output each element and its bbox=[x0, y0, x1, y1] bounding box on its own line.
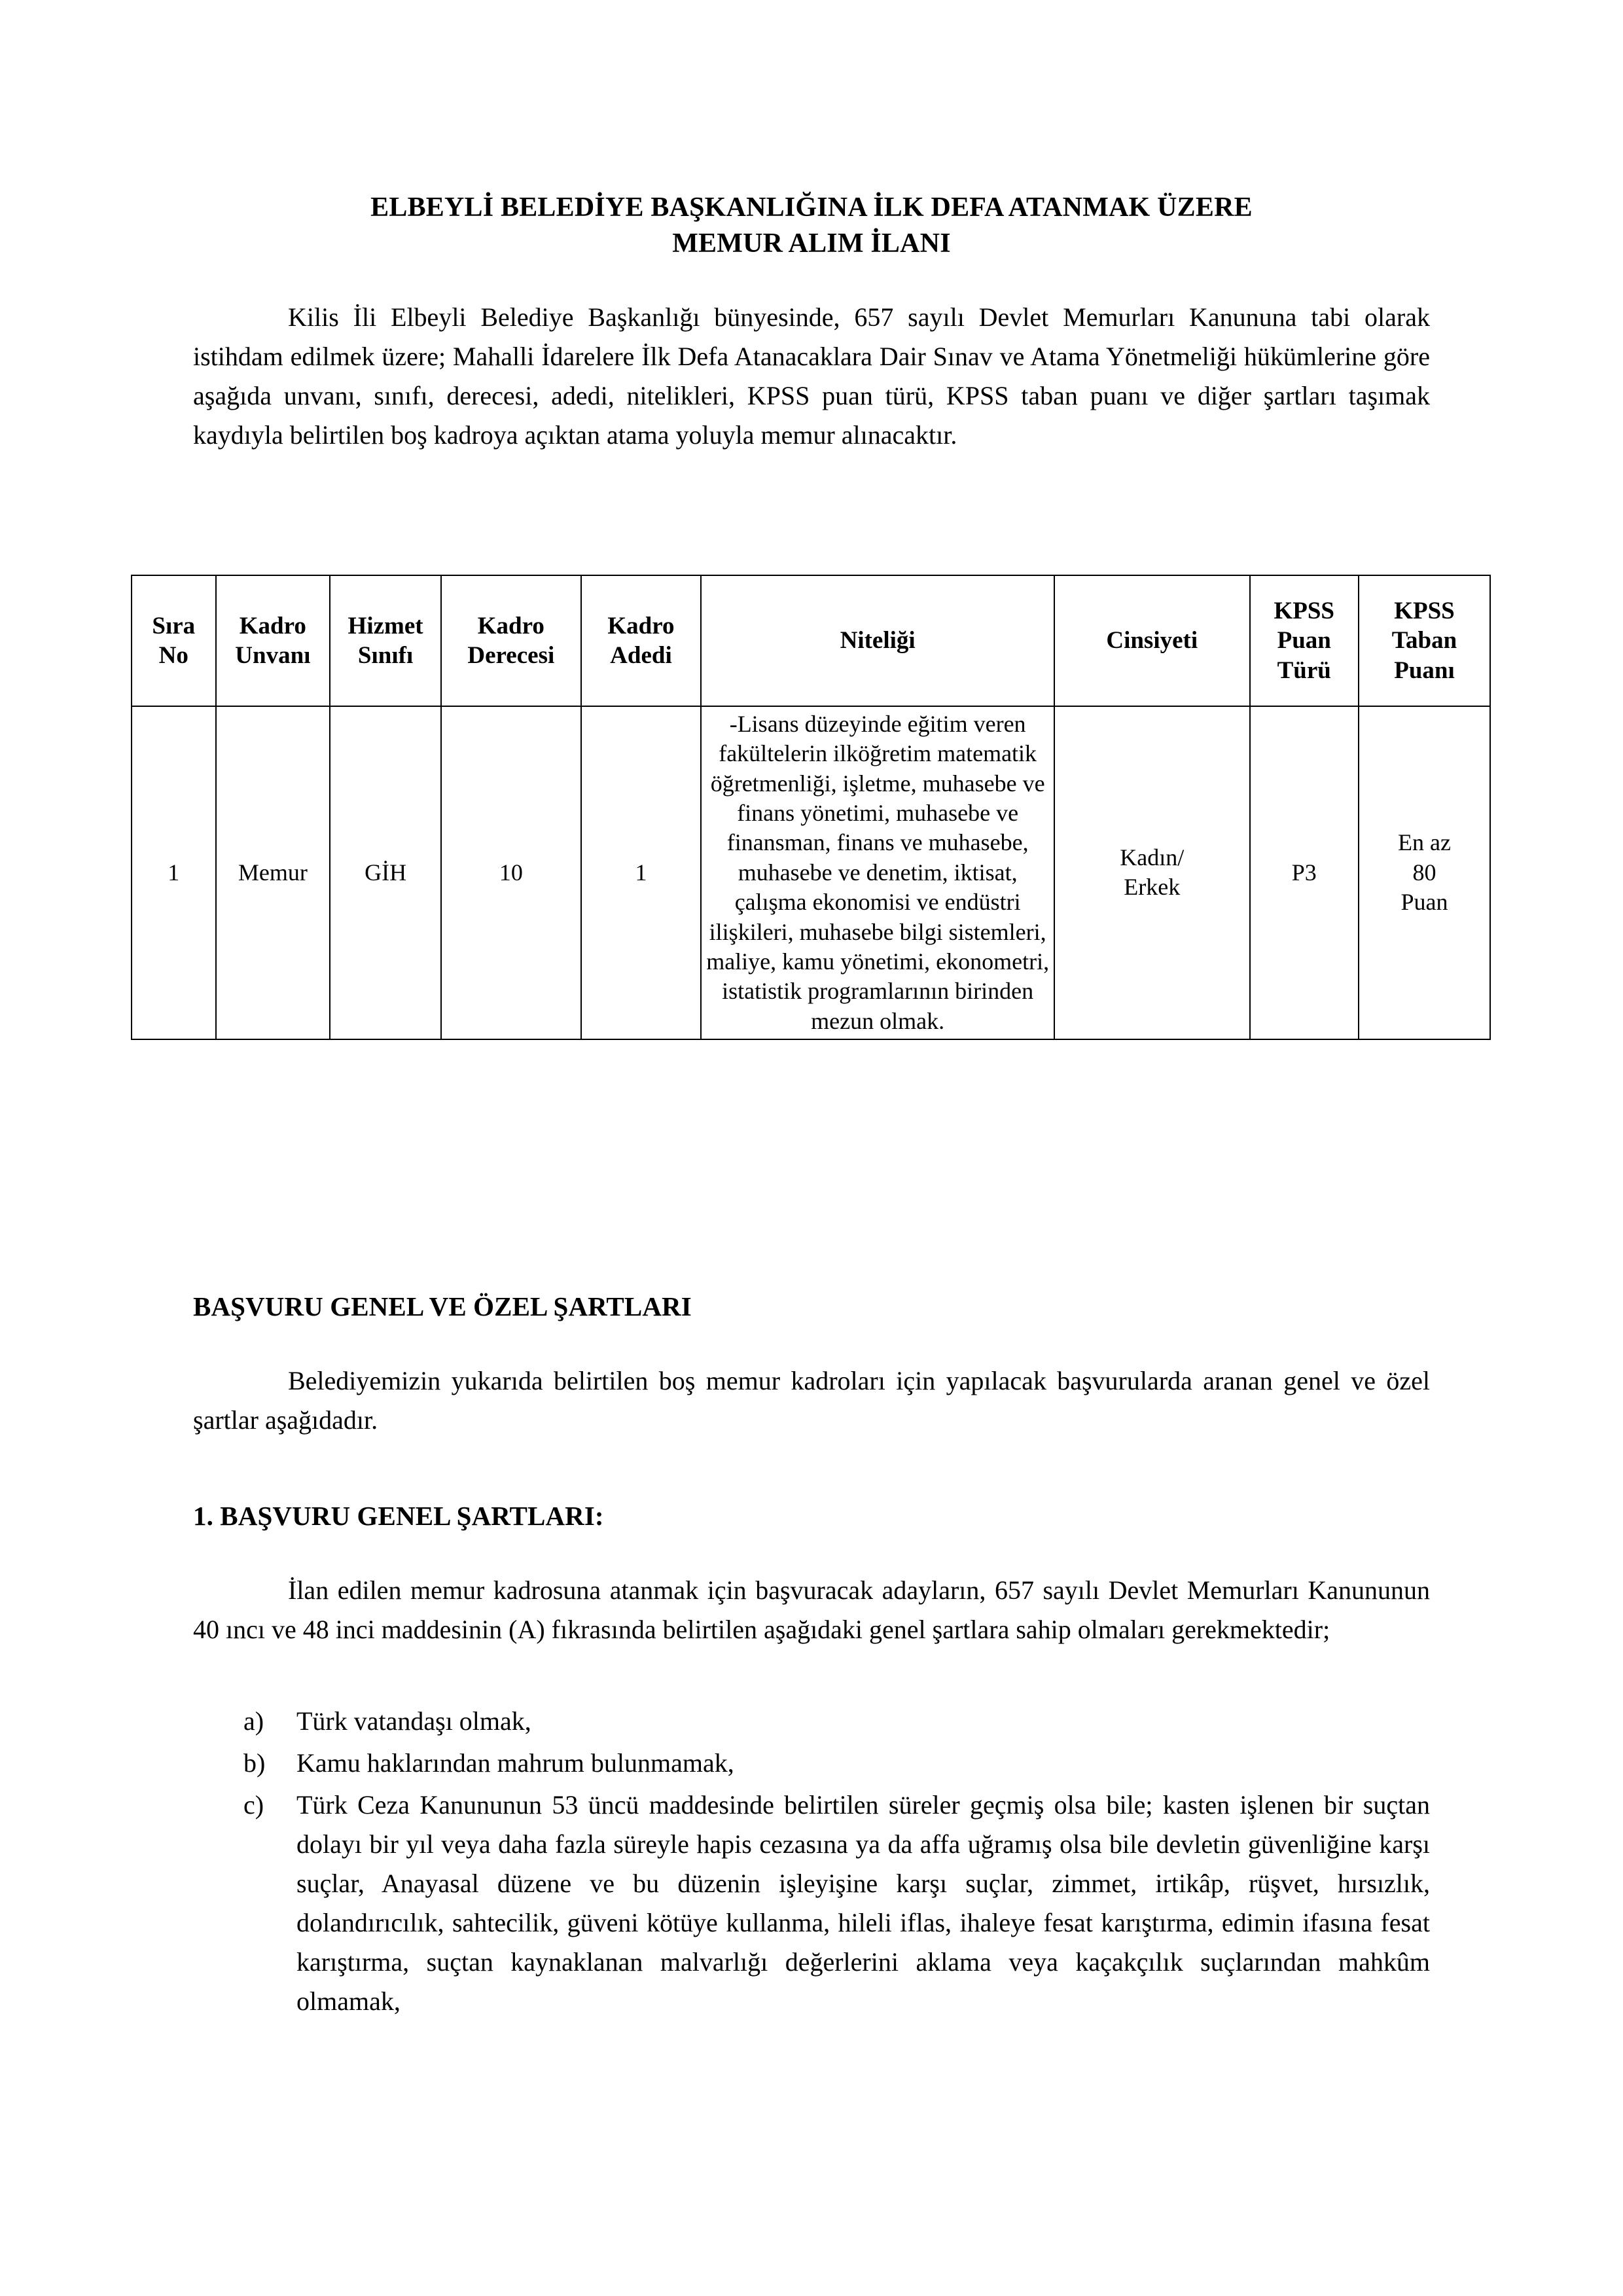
column-header-kpss-taban-puani-line-2: Taban bbox=[1391, 627, 1457, 655]
column-header-sira-no-line-2: No bbox=[158, 642, 188, 669]
cell-kpss-taban-puani-line-2: 80 bbox=[1412, 859, 1436, 886]
cell-kpss-taban-puani-line-1: En az bbox=[1398, 829, 1451, 856]
column-header-niteligi-line-1: Niteliği bbox=[840, 627, 916, 655]
column-header-kpss-puan-turu-line-3: Türü bbox=[1277, 656, 1331, 684]
column-header-sira-no-line-1: Sıra bbox=[152, 612, 196, 639]
column-header-kadro-adedi-line-2: Adedi bbox=[610, 642, 672, 669]
column-header-cinsiyeti-line-1: Cinsiyeti bbox=[1106, 627, 1198, 655]
cell-kadro-adedi: 1 bbox=[581, 706, 702, 1039]
cell-kadro-derecesi: 10 bbox=[441, 706, 581, 1039]
table-header-row bbox=[132, 575, 1490, 706]
page-title-line-1: ELBEYLİ BELEDİYE BAŞKANLIĞINA İLK DEFA ATANMAK ÜZERE bbox=[370, 192, 1253, 223]
column-header-kadro-unvani bbox=[216, 575, 330, 706]
column-header-kadro-unvani-line-1: Kadro bbox=[239, 612, 306, 639]
cell-kpss-taban-puani-line-3: Puan bbox=[1400, 889, 1448, 916]
column-header-kpss-puan-turu bbox=[1250, 575, 1359, 706]
intro-section bbox=[193, 298, 1430, 455]
column-header-kadro-adedi bbox=[581, 575, 702, 706]
column-header-niteligi bbox=[701, 575, 1054, 706]
cell-kpss-puan-turu: P3 bbox=[1250, 706, 1359, 1039]
column-header-kpss-puan-turu-line-1: KPSS bbox=[1274, 598, 1335, 625]
list-item-text: Türk Ceza Kanununun 53 üncü maddesinde belirtilen süreler geçmiş olsa bile; kasten işlenen bir suçtan dolayı bir yıl veya daha fazla süreyle hapis cezasına ya da affa uğramış olsa bile devletin güvenliğine karşı suçlar, Anayasal düzene ve bu düzenin işleyişine karşı suçlar, zimmet, irtikâp, rüşvet, hırsızlık, dolandırıcılık, sahtecilik, güveni kötüye kullanma, hileli iflas, ihaleye fesat karıştırma, edimin ifasına fesat karıştırma, suçtan kaynaklanan malvarlığı değerlerini aklama veya kaçakçılık suçlarından mahkûm olmamak, bbox=[296, 1790, 1430, 2016]
list-item-text: Kamu haklarından mahrum bulunmamak, bbox=[296, 1748, 734, 1778]
column-header-hizmet-sinifi-line-2: Sınıfı bbox=[357, 642, 414, 669]
list-item-marker: b) bbox=[243, 1748, 266, 1778]
cell-hizmet-sinifi: GİH bbox=[330, 706, 441, 1039]
list-item-marker: c) bbox=[243, 1790, 264, 1820]
section-heading-basvuru-genel-sartlari: 1. BAŞVURU GENEL ŞARTLARI: bbox=[193, 1501, 604, 1531]
cell-cinsiyeti-line-2: Erkek bbox=[1124, 874, 1181, 901]
kadro-table bbox=[131, 575, 1491, 1040]
list-item bbox=[193, 1744, 1430, 1783]
column-header-kadro-unvani-line-2: Unvanı bbox=[235, 642, 311, 669]
kadro-table-container bbox=[131, 575, 1491, 1040]
column-header-kpss-puan-turu-line-2: Puan bbox=[1277, 627, 1331, 655]
cell-sira-no: 1 bbox=[132, 706, 216, 1039]
belediyemizin-paragraph: Belediyemizin yukarıda belirtilen boş memur kadroları için yapılacak başvurularda aranan genel ve özel şartlar aşağıdadır. bbox=[193, 1366, 1430, 1435]
cell-cinsiyeti bbox=[1054, 706, 1250, 1039]
section-heading-basvuru-genel-ve-ozel-sartlari: BAŞVURU GENEL VE ÖZEL ŞARTLARI bbox=[193, 1291, 692, 1321]
table-row bbox=[132, 706, 1490, 1039]
list-item bbox=[193, 1785, 1430, 2021]
page-title bbox=[193, 190, 1430, 262]
column-header-hizmet-sinifi bbox=[330, 575, 441, 706]
belediyemizin-paragraph-container bbox=[193, 1361, 1430, 1440]
column-header-hizmet-sinifi-line-1: Hizmet bbox=[348, 612, 423, 639]
column-header-kadro-derecesi-line-2: Derecesi bbox=[467, 642, 555, 669]
cell-kpss-taban-puani bbox=[1359, 706, 1490, 1039]
cell-niteligi: -Lisans düzeyinde eğitim veren fakültelerin ilköğretim matematik öğretmenliği, işletme, muhasebe ve finans yönetimi, muhasebe ve finansman, finans ve muhasebe, muhasebe ve denetim, iktisat, çalışma ekonomisi ve endüstri ilişkileri, muhasebe bilgi sistemleri, maliye, kamu yönetimi, ekonometri, istatistik programlarının birinden mezun olmak. bbox=[701, 706, 1054, 1039]
ilan-edilen-paragraph: İlan edilen memur kadrosuna atanmak için başvuracak adayların, 657 sayılı Devlet Memurları Kanununun 40 ıncı ve 48 inci maddesinin (A) fıkrasında belirtilen aşağıdaki genel şartlara sahip olmaları gerekmektedir; bbox=[193, 1575, 1430, 1644]
general-conditions-list bbox=[193, 1702, 1430, 2024]
list-item-text: Türk vatandaşı olmak, bbox=[296, 1706, 531, 1736]
column-header-kpss-taban-puani-line-3: Puanı bbox=[1394, 656, 1455, 684]
cell-kadro-unvani: Memur bbox=[216, 706, 330, 1039]
cell-cinsiyeti-line-1: Kadın/ bbox=[1120, 844, 1185, 871]
ilan-edilen-paragraph-container bbox=[193, 1571, 1430, 1649]
column-header-kadro-derecesi bbox=[441, 575, 581, 706]
column-header-kpss-taban-puani-line-1: KPSS bbox=[1394, 598, 1455, 625]
list-item-marker: a) bbox=[243, 1706, 264, 1736]
column-header-sira-no bbox=[132, 575, 216, 706]
column-header-cinsiyeti bbox=[1054, 575, 1250, 706]
intro-paragraph: Kilis İli Elbeyli Belediye Başkanlığı bünyesinde, 657 sayılı Devlet Memurları Kanununa tabi olarak istihdam edilmek üzere; Mahalli İdarelere İlk Defa Atanacaklara Dair Sınav ve Atama Yönetmeliği hükümlerine göre aşağıda unvanı, sınıfı, derecesi, adedi, nitelikleri, KPSS puan türü, KPSS taban puanı ve diğer şartları taşımak kaydıyla belirtilen boş kadroya açıktan atama yoluyla memur alınacaktır. bbox=[193, 302, 1430, 450]
column-header-kpss-taban-puani bbox=[1359, 575, 1490, 706]
column-header-kadro-adedi-line-1: Kadro bbox=[607, 612, 675, 639]
list-item bbox=[193, 1702, 1430, 1741]
column-header-kadro-derecesi-line-1: Kadro bbox=[477, 612, 544, 639]
page-title-line-2: MEMUR ALIM İLANI bbox=[672, 228, 951, 259]
